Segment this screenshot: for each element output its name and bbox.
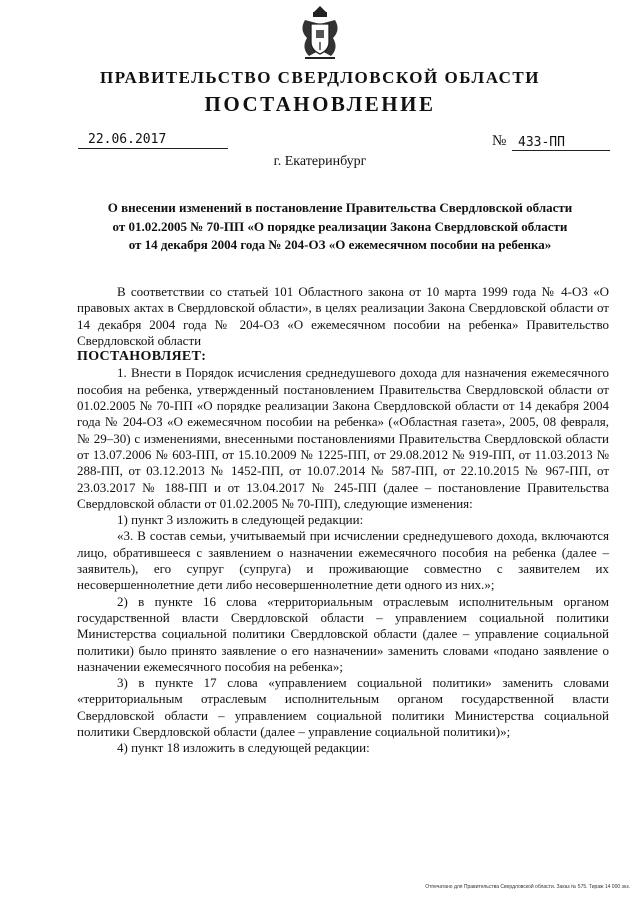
number-sign: № bbox=[492, 133, 507, 149]
organization-name: ПРАВИТЕЛЬСТВО СВЕРДЛОВСКОЙ ОБЛАСТИ bbox=[100, 68, 540, 87]
document-date: 22.06.2017 bbox=[78, 132, 228, 149]
coat-of-arms-icon bbox=[295, 4, 345, 64]
document-body bbox=[77, 284, 609, 757]
subitem-2: 2) в пункте 16 слова «территориальным отраслевым исполнительным органом государственной власти Свердловской области – управлением социальной политики Министерства социальной политики Свердловской области (далее – управление социальной политики) было принято заявление о его назначении» заменить словами «подано заявление о назначении ежемесячного пособия на ребенка»; bbox=[77, 593, 609, 674]
title-line-3: от 14 декабря 2004 года № 204-ОЗ «О ежемесячном пособии на ребенка» bbox=[128, 237, 552, 252]
document-type: ПОСТАНОВЛЕНИЕ bbox=[204, 92, 436, 116]
city: г. Екатеринбург bbox=[273, 154, 367, 169]
document-title bbox=[75, 199, 605, 255]
title-line-1: О внесении изменений в постановление Правительства Свердловской области bbox=[107, 200, 573, 215]
subitem-3: 3) в пункте 17 слова «управлением социальной политики» заменить словами «территориальным отраслевым исполнительным органом государственной власти Свердловской области – управлением социальной политики Министерства социальной политики Свердловской области (далее – управление социальной политики)»; bbox=[77, 675, 609, 740]
title-line-2: от 01.02.2005 № 70-ПП «О порядке реализации Закона Свердловской области bbox=[112, 218, 568, 234]
subitem-1-quote: «3. В состав семьи, учитываемый при исчислении среднедушевого дохода, включаются лицо, обратившееся с заявлением о назначении ежемесячного пособия на ребенка (далее – заявитель), его супруг (супруга) и проживающие совместно с заявителем их несовершеннолетние дети либо несовершеннолетние дети одного из них.»; bbox=[77, 528, 609, 593]
subitem-1: 1) пункт 3 изложить в следующей редакции: bbox=[117, 512, 364, 528]
print-note: Отпечатано для Правительства Свердловской области. Заказ № 575. Тираж 14 000 экз. bbox=[425, 884, 630, 890]
subitem-4: 4) пункт 18 изложить в следующей редакции: bbox=[117, 740, 370, 756]
resolves-heading: ПОСТАНОВЛЯЕТ: bbox=[77, 349, 207, 365]
preamble: В соответствии со статьей 101 Областного закона от 10 марта 1999 года № 4-ОЗ «О правовых актах в Свердловской области», в целях реализации Закона Свердловской области от 14 декабря 2004 года № 204-ОЗ «О ежемесячном пособии на ребенка» Правительство Свердловской области bbox=[77, 284, 609, 348]
document-number bbox=[492, 135, 610, 151]
number-value: 433-ПП bbox=[512, 135, 610, 151]
item-1: 1. Внести в Порядок исчисления среднедушевого дохода для назначения ежемесячного пособия на ребенка, утвержденный постановлением Правительства Свердловской области от 01.02.2005 № 70-ПП «О порядке реализации Закона Свердловской области от 14 декабря 2004 года № 204-ОЗ «О ежемесячном пособии на ребенка» («Областная газета», 2005, 08 февраля, № 29–30) с изменениями, внесенными постановлениями Правительства Свердловской области от 13.07.2006 № 603-ПП, от 15.10.2009 № 1225-ПП, от 29.08.2012 № 919-ПП, от 11.03.2013 № 288-ПП, от 03.12.2013 № 1452-ПП, от 10.07.2014 № 587-ПП, от 22.10.2015 № 967-ПП, от 23.03.2017 № 188-ПП и от 13.04.2017 № 245-ПП (далее – постановление Правительства Свердловской области от 01.02.2005 № 70-ПП), следующие изменения: bbox=[77, 365, 609, 511]
